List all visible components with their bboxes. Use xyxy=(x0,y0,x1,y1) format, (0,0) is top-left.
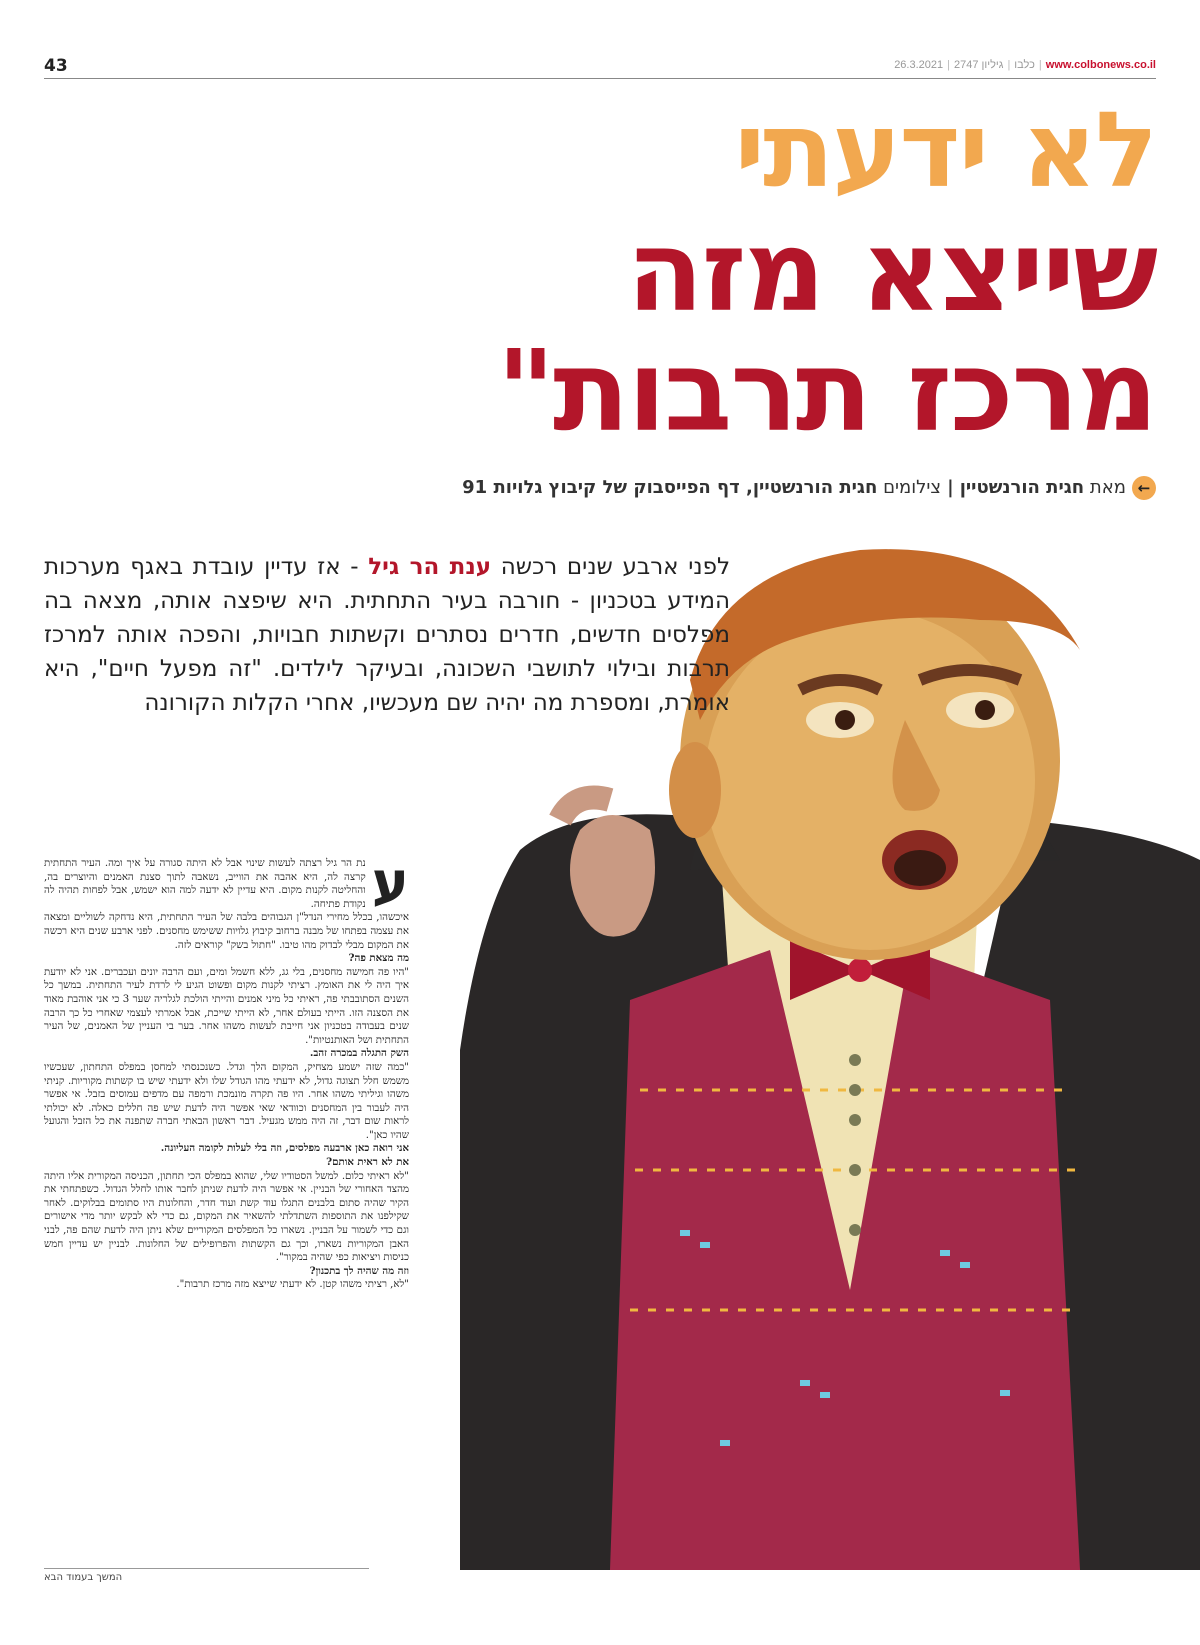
headline-line-1: לא ידעתי xyxy=(734,89,1156,211)
lead-highlight-name: ענת הר גיל xyxy=(368,554,492,580)
headline-line-3: מרכז תרבות" xyxy=(496,327,1156,457)
paragraph-6: "לא, רציתי משהו קטן. לא ידעתי שייצא מזה מרכז תרבות". xyxy=(176,1279,409,1291)
photo-prefix: צילומים xyxy=(883,477,942,498)
article-lead xyxy=(44,550,730,720)
paragraph-5: "לא ראיתי כלום. למשל הסטודיו שלי, שהוא במפלס הכי תחתון, הכניסה המקורית אליו היתה מהצד האחורי של הבניין. אי אפשר היה לדעת שניתן לחבר אותו לחלל הגדול. כשפתחתי את הקיר שהיה סתום בלבנים התגלו עוד קשת ועוד חדר, והחלונות היו סתומים בבלוקים. לאחר שקילפנו את התוספות השתדלתי להשאיר את המקום, גם כדי לא לבקש יותר מדי אישורים וגם כדי לשמור על הבניין. נשארו כל המפלסים המקוריים שלא ניתן היה לדעת שהם פה, לבני האבן המקוריות נשארו, וכך גם הקשתות והפרופילים של החלונות. לבניין יש עדיין חמש כניסות ויציאות כפי שהיה במקור". xyxy=(44,1170,409,1264)
page-header xyxy=(44,56,1156,79)
question-2: השק התגלה במכרה זהב. xyxy=(309,1047,409,1060)
question-4: את לא ראית אותם? xyxy=(326,1156,409,1169)
page-number: 43 xyxy=(44,56,68,76)
lead-body: - אז עדיין עובדת באגף מערכות המידע בטכניון - חורבה בעיר התחתית. היא שיפצה אותה, מצאה בה מפלסים חדשים, חדרים נסתרים וקשתות חבויות, והפכה אותה למרכז תרבות ובילוי לתושבי השכונה, ובעיקר לילדים. "זה מפעל חיים", היא אומרת, ומספרת מה יהיה שם מעכשיו, אחרי הקלות הקורונה xyxy=(44,554,730,716)
issue-number: גיליון 2747 xyxy=(953,59,1004,71)
paragraph-1: נת הר גיל רצתה לעשות שינוי אבל לא היתה סגורה על איך ומה. העיר התחתית קרצה לה, היא אהבה את הווייב, נשאבה לתוך סצנת האמנים והיוצרים בה, והחליטה לקנות מקום. היא עדיין לא ידעה למה הוא ישמש, אבל לפחות תהיה לה נקודת פתיחה. xyxy=(44,858,366,910)
lead-intro: לפני ארבע שנים רכשה xyxy=(500,554,731,580)
headline-line-2: שייצא מזה xyxy=(626,207,1156,337)
question-5: וזה מה שהיה לך בתכנון? xyxy=(309,1264,409,1277)
brand-name: כלבו xyxy=(1014,59,1035,71)
drop-cap: ע xyxy=(371,850,409,915)
question-1: מה מצאת פה? xyxy=(348,952,409,965)
byline-prefix: מאת xyxy=(1089,477,1126,498)
paragraph-3: "היו פה חמישה מחסנים, בלי גג, ללא חשמל ומים, ועם הרבה יונים ועכברים. אני לא יודעת איך היה לי את האומץ. רציתי לקנות מקום ופשוט הגיע לי לרדת לעיר התחתית. במשך כל השנים הסתובבתי פה, ראיתי כל מיני אמנים והייתי הולכת לגלריה שער 3 כי אני אוהבת מאוד את הסצנה הזו. הייתי בעולם אחר, לא הייתי שייכת, אבל אמרתי לעצמי שאחרי כל כך הרבה שנים בעבודה בטכניון אני חייבת לעשות משהו אחר. בער בי העניין של האמנים, של העיר התחתית ושל האותנטיות". xyxy=(44,966,409,1046)
footer-divider xyxy=(44,1568,369,1569)
question-3: אני רואה כאן ארבעה מפלסים, וזה בלי לעלות לקומה העליונה. xyxy=(160,1142,409,1155)
byline: ←מאת חגית הורנשטיין|צילומים חגית הורנשטיין, דף הפייסבוק של קיבוץ גלויות 91 xyxy=(462,476,1156,500)
issue-info: www.colbonews.co.il|כלבו|גיליון 2747|26.3.2021 xyxy=(894,59,1156,71)
paragraph-2: איכשהו, בכלל מחירי הנדל"ן הגבוהים בלבה של העיר התחתית, היא נדחקה לשוליים ומצאה את עצמה בפתחו של מבנה ברחוב קיבוץ גלויות ששימש מחסנים. לפני ארבע שנים היא רכשה את המקום מבלי לבדוק מהו טיבו. "חתול בשק" קוראים לזה. xyxy=(44,912,409,951)
author-name: חגית הורנשטיין xyxy=(959,477,1085,498)
photo-credit: חגית הורנשטיין, דף הפייסבוק של קיבוץ גלויות 91 xyxy=(462,477,878,498)
site-link[interactable]: www.colbonews.co.il xyxy=(1045,59,1156,71)
continued-next-page[interactable]: המשך בעמוד הבא xyxy=(44,1572,123,1583)
paragraph-4: "כמה שזה ישמע מצחיק, המקום הלך וגדל. כשנכנסתי למחסן במפלס התחתון, שעכשיו משמש חלל תצוגה גדול, לא ידעתי מהו הגודל שלו ולא ידעתי שיש בו קשתות מקוריות. קניתי משהו וגיליתי משהו אחר. היו פה תקרה מונמכת ורמפה עם מדפים עמוסים בזבל. אי אפשר היה לעבור בין המחסנים וכוודאי שאי אפשר היה לדעת שיש פה חללים כאלה. לא יכולתי לראות שום דבר, זה היה ממש מגעיל. דבר ראשון הבאתי חברה שתפנה את כל הזבל והגועל שהיו כאן". xyxy=(44,1061,409,1141)
issue-date: 26.3.2021 xyxy=(894,59,944,71)
left-arrow-icon: ← xyxy=(1132,476,1156,500)
article-body xyxy=(44,850,409,1292)
